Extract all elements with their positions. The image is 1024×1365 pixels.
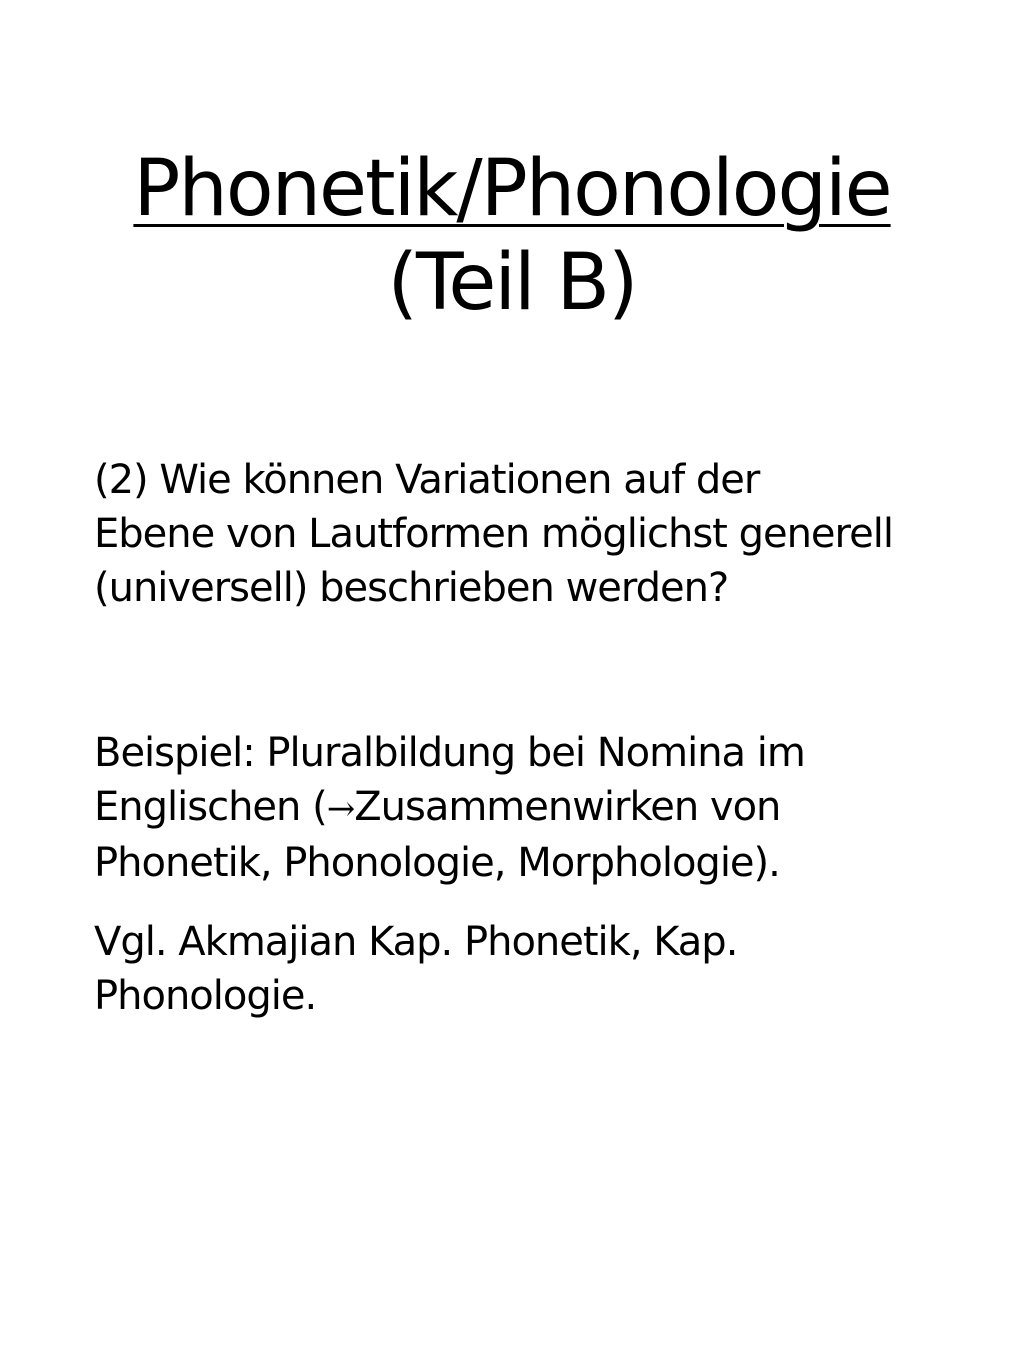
example-line: Phonetik, Phonologie, Morphologie).: [94, 840, 780, 886]
title-subtitle: (Teil B): [387, 238, 637, 328]
title-main: Phonetik/Phonologie: [133, 144, 891, 234]
question-line: Ebene von Lautformen möglichst generell: [94, 511, 893, 557]
example-line-suffix: Zusammenwirken von: [354, 784, 781, 830]
example-line: Beispiel: Pluralbildung bei Nomina im: [94, 730, 805, 776]
example-line-prefix: Englischen (: [94, 784, 327, 830]
reference-line: Phonologie.: [94, 973, 317, 1019]
right-arrow-icon: →: [326, 789, 355, 829]
example-line: [94, 780, 974, 836]
question-line: (2) Wie können Variationen auf der: [94, 457, 760, 503]
example-paragraph: [94, 726, 974, 890]
slide-title: [0, 142, 1024, 330]
question-paragraph: [94, 453, 974, 615]
reference-paragraph: [94, 915, 974, 1023]
reference-line: Vgl. Akmajian Kap. Phonetik, Kap.: [94, 919, 738, 965]
question-line: (universell) beschrieben werden?: [94, 565, 729, 611]
